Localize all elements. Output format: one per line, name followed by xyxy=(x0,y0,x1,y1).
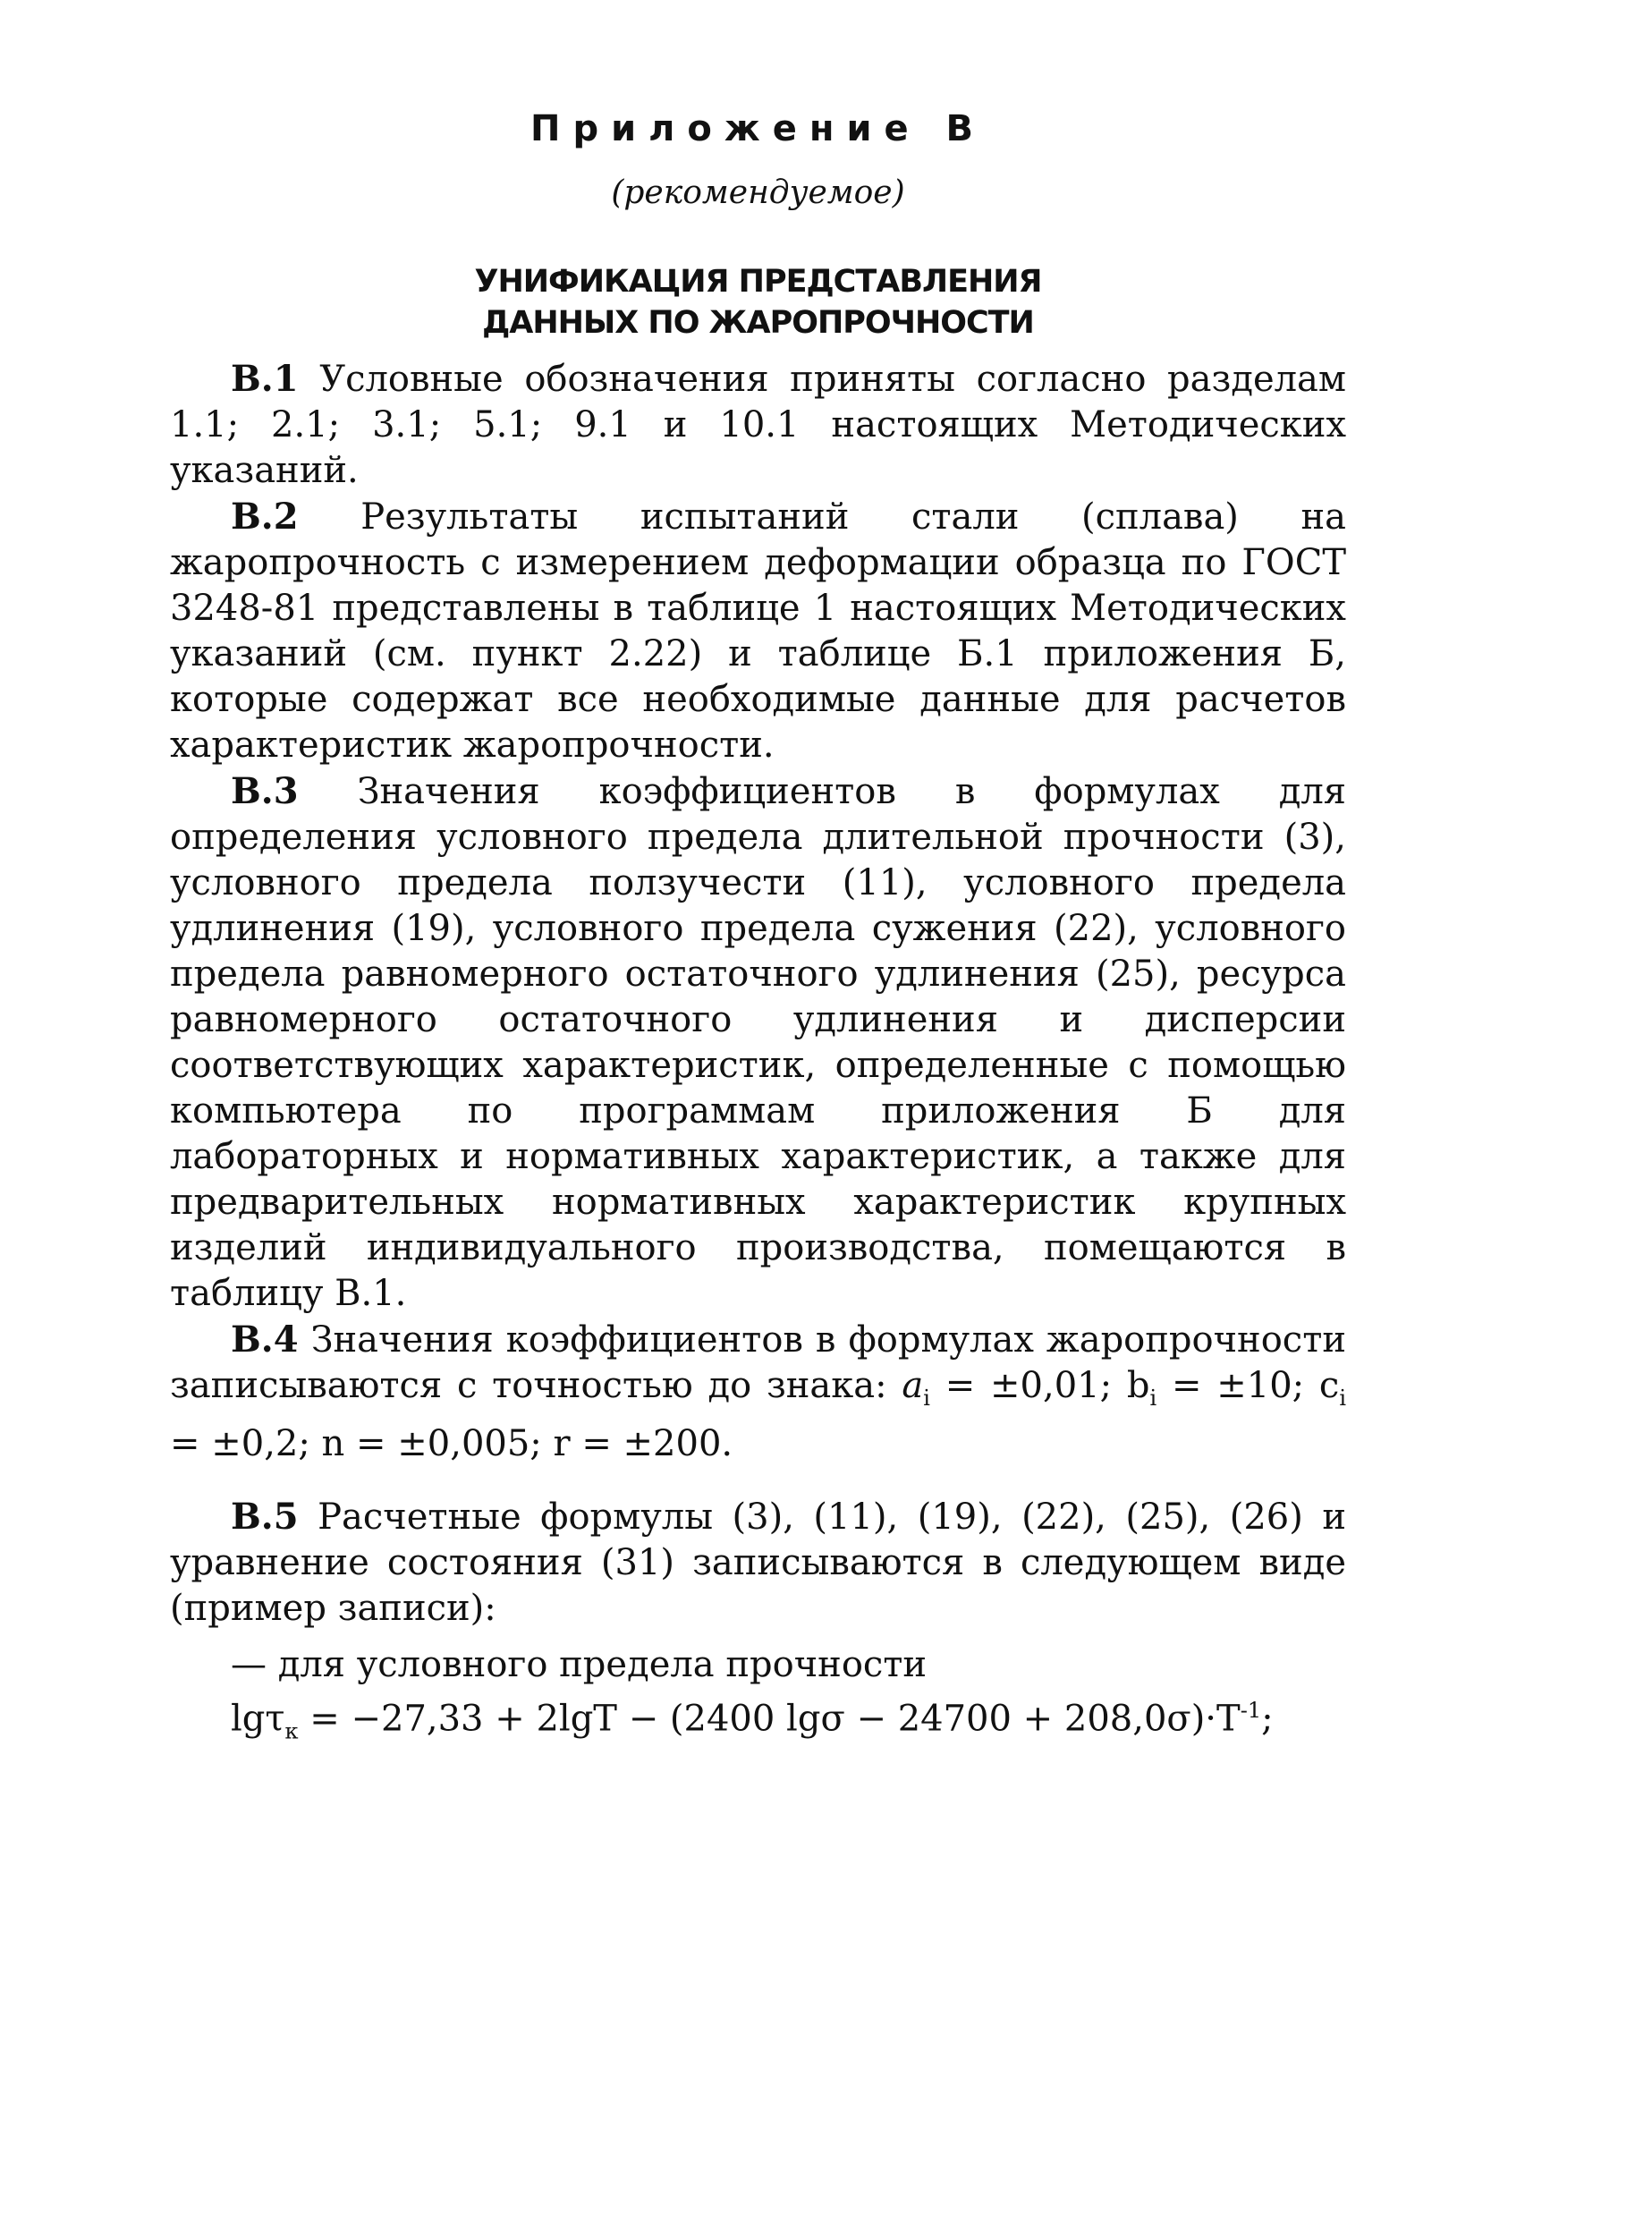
section-heading xyxy=(170,262,1346,343)
paragraph-text: Условные обозначения приняты согласно разделам 1.1; 2.1; 3.1; 5.1; 9.1 и 10.1 настоящих Методических указаний. xyxy=(170,359,1346,492)
var-a-value: = ±0,01; xyxy=(929,1365,1127,1407)
var-b-value: = ±10; xyxy=(1156,1365,1319,1407)
var-b: b xyxy=(1126,1365,1150,1407)
var-a: a xyxy=(902,1365,924,1407)
paragraph-text: Расчетные формулы (3), (11), (19), (22), (25), (26) и уравнение состояния (31) записываются в следующем виде (пример записи): xyxy=(170,1497,1346,1630)
paragraph-number: В.3 xyxy=(231,770,299,813)
formula xyxy=(231,1688,1346,1754)
appendix-subtitle: (рекомендуемое) xyxy=(611,174,905,211)
heading-line-1: УНИФИКАЦИЯ ПРЕДСТАВЛЕНИЯ xyxy=(474,264,1042,301)
formula-lhs: lgτ xyxy=(231,1698,285,1740)
var-c-value: = ±0,2; n = ±0,005; r = ±200. xyxy=(170,1423,733,1465)
var-c: c xyxy=(1318,1365,1340,1407)
paragraph-text: Результаты испытаний стали (сплава) на жаропрочность с измерением деформации образца по ГОСТ 3248-81 представлены в таблице 1 настоящих Методических указаний (см. пункт 2.22) и таблице Б.1 приложения Б, которые содержат все необходимые данные для расчетов характеристик жаропрочности. xyxy=(170,496,1347,767)
paragraph-b4 xyxy=(170,1317,1346,1467)
var-c-sub: i xyxy=(1339,1386,1347,1412)
formula-rhs-sup: -1 xyxy=(1240,1698,1262,1724)
formula-lhs-sub: к xyxy=(284,1718,299,1744)
paragraph-text: Значения коэффициентов в формулах жаропрочности записываются с точностью до знака: xyxy=(170,1319,1346,1407)
paragraph-b1 xyxy=(170,356,1346,494)
formula-intro: — для условного предела прочности xyxy=(231,1644,928,1686)
paragraph-number: В.1 xyxy=(231,358,299,401)
appendix-title: Приложение В xyxy=(529,108,987,149)
paragraph-b2 xyxy=(170,494,1346,768)
paragraph-b5 xyxy=(170,1494,1346,1632)
formula-tail: ; xyxy=(1261,1698,1274,1740)
paragraph-number: В.5 xyxy=(231,1496,299,1539)
var-b-sub: i xyxy=(1149,1386,1157,1412)
var-a-sub: i xyxy=(923,1386,930,1412)
document-page xyxy=(170,107,1346,1755)
paragraph-number: В.4 xyxy=(231,1318,299,1361)
paragraph-b3 xyxy=(170,768,1346,1317)
paragraph-number: В.2 xyxy=(231,496,299,538)
heading-line-2: ДАННЫХ ПО ЖАРОПРОЧНОСТИ xyxy=(482,304,1034,341)
paragraph-text: Значения коэффициентов в формулах для определения условного предела длительной прочности (3), условного предела ползучести (11), условного предела удлинения (19), условного предела сужения (22), условного предела равномерного остаточного удлинения (25), ресурса равномерного остаточного удлинения и дисперсии соответствующих характеристик, определенные с помощью компьютера по программам приложения Б для лабораторных и нормативных характеристик, а также для предварительных нормативных характеристик крупных изделий индивидуального производства, помещаются в таблицу В.1. xyxy=(170,771,1347,1315)
formula-rhs: = −27,33 + 2lgT − (2400 lgσ − 24700 + 208,0σ)·T xyxy=(298,1698,1241,1740)
